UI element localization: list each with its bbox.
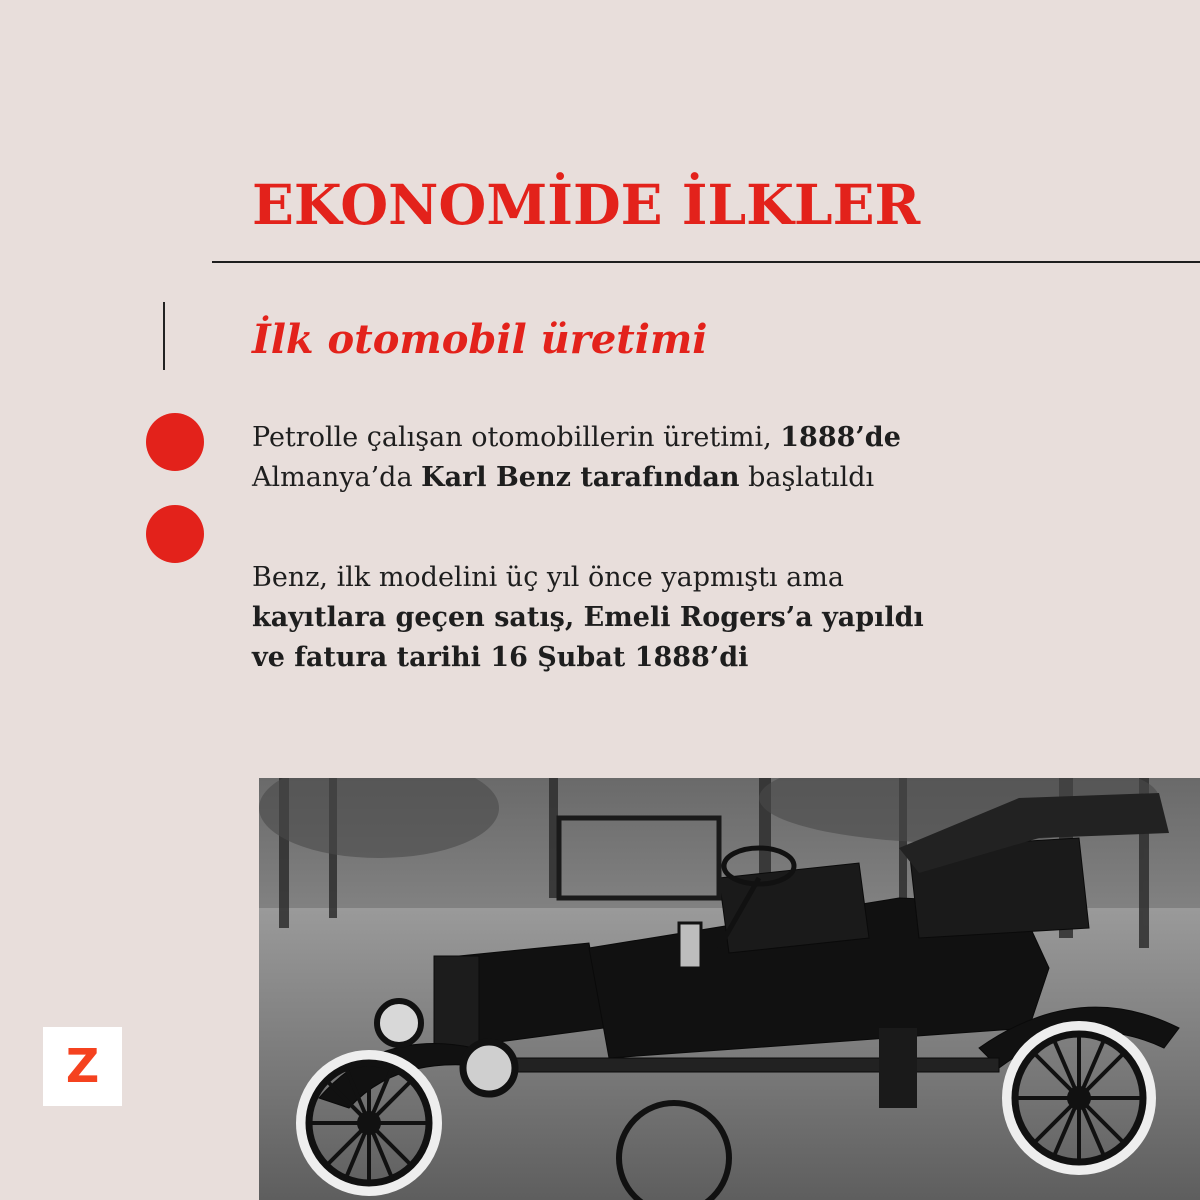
paragraph-second <box>252 558 924 678</box>
paragraph-text: Benz, ilk modelini üç yıl önce yapmıştı ama <box>252 562 844 593</box>
page-title: EKONOMİDE İLKLER <box>252 172 921 237</box>
section-subtitle: İlk otomobil üretimi <box>252 316 708 363</box>
logo-letter: Z <box>65 1039 100 1093</box>
paragraph-first <box>252 418 901 498</box>
subtitle-marker <box>163 302 165 370</box>
brand-logo <box>43 1027 122 1106</box>
paragraph-bold-text: 1888’de <box>780 422 901 453</box>
paragraph-bold-text: Karl Benz tarafından <box>421 462 740 493</box>
paragraph-bold-text: kayıtlara geçen satış, Emeli Rogers’a yapıldı <box>252 602 924 633</box>
bullet-dot-icon <box>146 413 204 471</box>
title-divider <box>212 261 1200 263</box>
paragraph-text: Petrolle çalışan otomobillerin üretimi, <box>252 422 781 453</box>
vintage-car-icon <box>259 778 1200 1200</box>
paragraph-text: başlatıldı <box>739 462 875 493</box>
paragraph-bold-text: ve fatura tarihi 16 Şubat 1888’di <box>252 642 749 673</box>
bullet-dot-icon <box>146 505 204 563</box>
paragraph-text: Almanya’da <box>252 462 422 493</box>
vintage-car-photo <box>259 778 1200 1200</box>
